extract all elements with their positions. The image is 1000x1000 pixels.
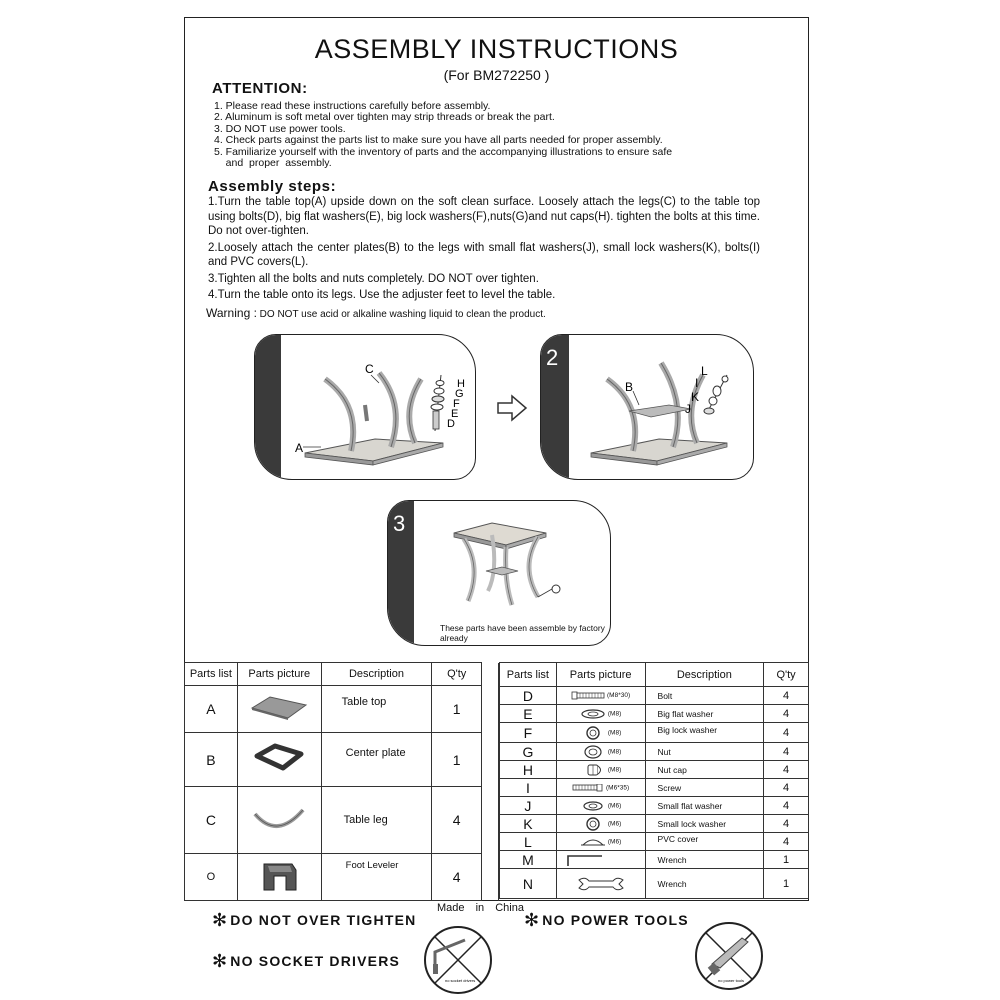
table-row	[500, 705, 809, 723]
part-picture	[556, 743, 645, 761]
step2-label-j: J	[685, 402, 691, 416]
attention-item: 3. DO NOT use power tools.	[214, 122, 346, 135]
table-row	[500, 797, 809, 815]
part-letter: O	[185, 854, 238, 901]
foot-leveler-icon	[256, 858, 302, 894]
table-gap	[482, 733, 499, 787]
table-row	[500, 851, 809, 869]
model-subtitle: (For BM272250 )	[443, 67, 550, 83]
notice-text: NO SOCKET DRIVERS	[230, 953, 401, 969]
header-description: Description	[321, 663, 432, 686]
part-size: (M8)	[607, 766, 622, 774]
part-letter: E	[500, 705, 557, 723]
page-title: ASSEMBLY INSTRUCTIONS	[314, 34, 679, 64]
header-parts-list: Parts list	[500, 663, 557, 687]
no-power-tools-icon	[692, 920, 766, 992]
part-letter: H	[500, 761, 557, 779]
part-description: Small flat washer	[645, 797, 764, 815]
part-size: (M6)	[607, 802, 622, 810]
part-qty: 4	[764, 779, 809, 797]
header-description: Description	[645, 663, 764, 687]
part-description: Bolt	[645, 687, 764, 705]
part-qty: 4	[764, 743, 809, 761]
screw-icon	[572, 784, 604, 792]
table-row	[500, 869, 809, 899]
parts-table-right	[499, 662, 809, 899]
step2-label-b: B	[625, 380, 634, 394]
part-qty: 4	[432, 787, 482, 854]
hardware-stack-icon	[431, 375, 444, 431]
step2-number: 2	[546, 345, 559, 370]
notice-text: DO NOT OVER TIGHTEN	[230, 912, 417, 928]
allen-wrench-icon	[565, 853, 605, 867]
notice-text: NO POWER TOOLS	[542, 912, 689, 928]
step1-illustration	[255, 335, 476, 480]
part-qty: 4	[764, 833, 809, 851]
table-row	[500, 833, 809, 851]
part-picture	[556, 815, 645, 833]
part-size: (M8)	[607, 729, 622, 737]
step2-panel	[540, 334, 754, 480]
table-gap	[482, 854, 499, 901]
step1-panel	[254, 334, 476, 480]
step3-caption: These parts have been assemble by factory already	[440, 623, 605, 643]
part-qty: 4	[764, 761, 809, 779]
table-row	[500, 687, 809, 705]
part-description: Wrench	[645, 851, 764, 869]
part-size: (M6*35)	[606, 784, 630, 792]
part-letter: J	[500, 797, 557, 815]
part-description: Center plate	[321, 733, 432, 787]
step1-label-c: C	[365, 362, 374, 376]
part-picture	[237, 686, 321, 733]
part-qty: 1	[764, 869, 809, 899]
part-qty: 4	[764, 797, 809, 815]
notice-socket-drivers	[212, 951, 400, 972]
part-description: Wrench	[645, 869, 764, 899]
part-picture	[556, 723, 645, 743]
part-description: Small lock washer	[645, 815, 764, 833]
step-text: 4.Turn the table onto its legs. Use the adjuster feet to level the table.	[208, 289, 556, 301]
notice-power-tools	[524, 910, 689, 931]
step2-label-k: K	[691, 390, 700, 404]
table-row	[185, 787, 499, 854]
step-text: 1.Turn the table top(A) upside down on the soft clean surface. Loosely attach the legs(C) to the table top using bolts(D), big flat washers(E), big lock washers(F),nuts(G)and nut caps(H). tighten the bolts at this time. Do not over-tighten.	[208, 196, 760, 237]
step3-number: 3	[393, 511, 406, 536]
pvc-cover-icon	[580, 837, 606, 847]
part-letter: G	[500, 743, 557, 761]
step1-label-h: H	[457, 378, 465, 390]
step1-label-a: A	[295, 441, 304, 455]
attention-item: 5. Familiarize yourself with the inventory of parts and the accompanying illustrations to ensure safe	[214, 145, 673, 158]
part-qty: 4	[432, 854, 482, 901]
attention-item: 1. Please read these instructions carefully before assembly.	[214, 100, 491, 112]
step3-panel	[387, 500, 611, 646]
part-picture	[556, 705, 645, 723]
part-description: Screw	[645, 779, 764, 797]
part-qty: 1	[764, 851, 809, 869]
bolt-icon	[571, 691, 605, 700]
table-row	[500, 779, 809, 797]
part-description: Big lock washer	[645, 723, 764, 743]
warning-text: DO NOT use acid or alkaline washing liquid to clean the product.	[256, 309, 546, 320]
steps-list	[208, 195, 760, 303]
part-letter: F	[500, 723, 557, 743]
arrow-right-icon	[496, 394, 528, 422]
attention-item: and proper assembly.	[214, 157, 332, 170]
header-parts-list: Parts list	[185, 663, 238, 686]
part-description: Table leg	[321, 787, 432, 854]
attention-item: 2. Aluminum is soft metal over tighten may strip threads or break the part.	[214, 111, 555, 124]
part-letter: A	[185, 686, 238, 733]
part-picture	[556, 797, 645, 815]
part-letter: M	[500, 851, 557, 869]
table-row	[500, 743, 809, 761]
warning-line	[206, 306, 546, 320]
part-letter: C	[185, 787, 238, 854]
part-description: Big flat washer	[645, 705, 764, 723]
small-flat-washer-icon	[580, 801, 606, 811]
table-gap	[482, 686, 499, 733]
attention-heading: ATTENTION:	[212, 80, 308, 97]
part-letter: N	[500, 869, 557, 899]
part-letter: K	[500, 815, 557, 833]
part-size: (M8)	[607, 748, 622, 756]
part-picture	[237, 733, 321, 787]
flat-washer-icon	[580, 709, 606, 719]
part-size: (M8*30)	[607, 692, 631, 700]
part-qty: 4	[764, 815, 809, 833]
part-picture	[556, 761, 645, 779]
notice-over-tighten	[212, 910, 416, 931]
part-qty: 1	[432, 733, 482, 787]
step1-label-d: D	[447, 418, 455, 430]
attention-item: 4. Check parts against the parts list to make sure you have all parts needed for proper assembly.	[214, 134, 663, 147]
header-parts-picture: Parts picture	[237, 663, 321, 686]
part-letter: B	[185, 733, 238, 787]
asterisk-icon: ✻	[524, 910, 541, 930]
part-size: (M8)	[607, 710, 622, 718]
part-size: (M6)	[607, 820, 622, 828]
header-qty: Q'ty	[432, 663, 482, 686]
table-row	[500, 815, 809, 833]
table-leg-icon	[249, 804, 309, 834]
small-hardware-icon	[704, 375, 728, 414]
steps-heading: Assembly steps:	[208, 178, 337, 195]
table-row	[185, 854, 499, 901]
part-picture	[556, 869, 645, 899]
part-description: Nut	[645, 743, 764, 761]
table-row	[185, 686, 499, 733]
step1-label-e: E	[451, 408, 459, 420]
part-picture	[556, 779, 645, 797]
part-letter: I	[500, 779, 557, 797]
asterisk-icon: ✻	[212, 951, 229, 971]
small-lock-washer-icon	[580, 817, 606, 831]
part-letter: D	[500, 687, 557, 705]
header-parts-picture: Parts picture	[556, 663, 645, 687]
table-row	[500, 761, 809, 779]
table-row	[500, 723, 809, 743]
part-qty: 4	[764, 723, 809, 743]
open-wrench-icon	[577, 876, 625, 892]
no-socket-drivers-icon	[421, 924, 495, 996]
step2-illustration	[541, 335, 754, 480]
step1-label-g: G	[455, 388, 464, 400]
part-picture	[237, 787, 321, 854]
table-gap	[482, 787, 499, 854]
part-letter: L	[500, 833, 557, 851]
parts-table-left	[184, 662, 499, 901]
part-description: Table top	[321, 686, 432, 733]
asterisk-icon: ✻	[212, 910, 229, 930]
table-top-icon	[248, 694, 310, 722]
step-text: 2.Loosely attach the center plates(B) to the legs with small flat washers(J), small lock washers(K), bolts(I) and PVC covers(L).	[208, 241, 760, 268]
part-qty: 1	[432, 686, 482, 733]
sign-caption: no socket drivers	[445, 978, 476, 983]
sign-caption: no power tools	[718, 978, 745, 983]
header-qty: Q'ty	[764, 663, 809, 687]
warning-label: Warning :	[206, 306, 257, 320]
part-picture	[556, 833, 645, 851]
part-picture	[556, 687, 645, 705]
part-description: Nut cap	[645, 761, 764, 779]
center-plate-icon	[251, 742, 307, 774]
part-size: (M6)	[607, 838, 622, 846]
nut-cap-icon	[580, 763, 606, 777]
nut-icon	[580, 745, 606, 759]
step2-label-l: L	[701, 364, 708, 378]
step1-label-f: F	[453, 398, 460, 410]
part-description: PVC cover	[645, 833, 764, 851]
step-text: 3.Tighten all the bolts and nuts completely. DO NOT over tighten.	[208, 272, 539, 285]
part-picture	[237, 854, 321, 901]
table-gap	[482, 663, 499, 686]
table-row	[185, 733, 499, 787]
made-in-label: Made in China	[437, 902, 524, 914]
part-qty: 4	[764, 705, 809, 723]
part-qty: 4	[764, 687, 809, 705]
lock-washer-icon	[580, 726, 606, 740]
part-picture	[556, 851, 645, 869]
attention-list	[214, 101, 794, 169]
part-description: Foot Leveler	[321, 854, 432, 901]
step2-label-i: I	[695, 376, 699, 390]
